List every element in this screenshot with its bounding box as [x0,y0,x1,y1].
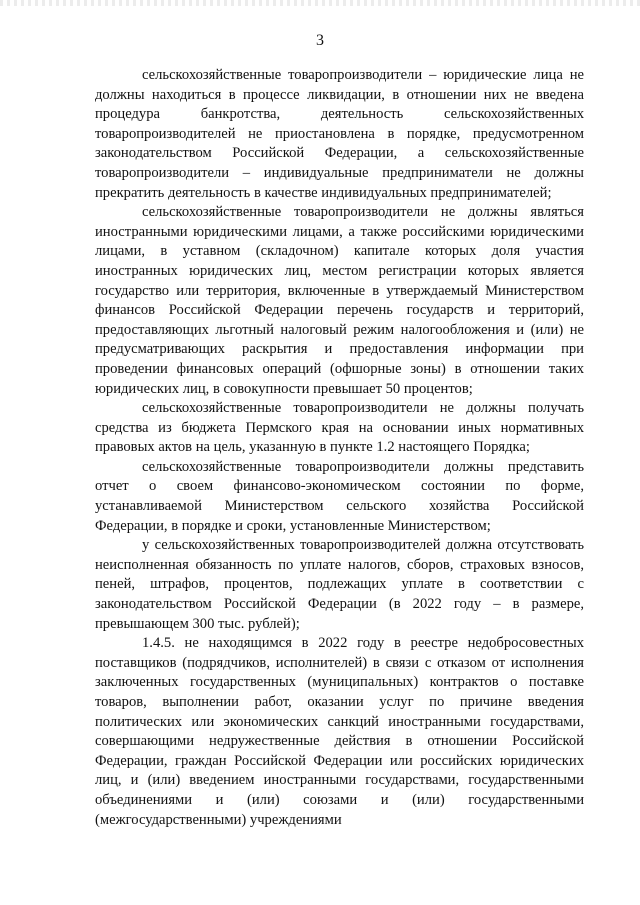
paragraph: у сельскохозяйственных товаропроизводителей должна отсутствовать неисполненная обязанность по уплате налогов, сборов, страховых взносов, пеней, штрафов, процентов, подлежащих уплате в соответствии с законодательством Российской Федерации (в 2022 году – в размере, превышающем 300 тыс. рублей); [95,537,584,632]
paragraph: сельскохозяйственные товаропроизводители должны представить отчет о своем финансово-экономическом состоянии по форме, устанавливаемой Министерством сельского хозяйства Российской Федерации, в порядке и сроки, установленные Министерством; [95,458,584,534]
document-body [95,66,584,830]
paragraph: 1.4.5. не находящимся в 2022 году в реестре недобросовестных поставщиков (подрядчиков, исполнителей) в связи с отказом от исполнения заключенных государственных (муниципальных) контрактов о поставке товаров, выполнении работ, оказании услуг по причине введения политических или экономических санкций иностранными государствами, совершающими недружественные действия в отношении Российской Федерации, граждан Российской Федерации или российских юридических лиц, и (или) введением иностранными государствами, государственными объединениями и (или) союзами и (или) государственными (межгосударственными) учреждениями [95,635,584,828]
paragraph: сельскохозяйственные товаропроизводители не должны являться иностранными юридическими лицами, а также российскими юридическими лицами, в уставном (складочном) капитале которых доля участия иностранных юридических лиц, местом регистрации которых является государство или территория, включенные в утверждаемый Министерством финансов Российской Федерации перечень государств и территорий, предоставляющих льготный налоговый режим налогообложения и (или) не предусматривающих раскрытия и предоставления информации при проведении финансовых операций (офшорные зоны) в отношении таких юридических лиц, в совокупности превышает 50 процентов; [95,204,584,397]
paragraph: сельскохозяйственные товаропроизводители – юридические лица не должны находиться в процессе ликвидации, в отношении них не введена процедура банкротства, деятельность сельскохозяйственных товаропроизводителей не приостановлена в порядке, предусмотренном законодательством Российской Федерации, а сельскохозяйственные товаропроизводители – индивидуальные предприниматели не должны прекратить деятельность в качестве индивидуальных предпринимателей; [95,67,584,201]
paragraph: сельскохозяйственные товаропроизводители не должны получать средства из бюджета Пермского края на основании иных нормативных правовых актов на цель, указанную в пункте 1.2 настоящего Порядка; [95,400,584,456]
page-number: 3 [316,32,324,49]
scan-edge [0,0,640,6]
